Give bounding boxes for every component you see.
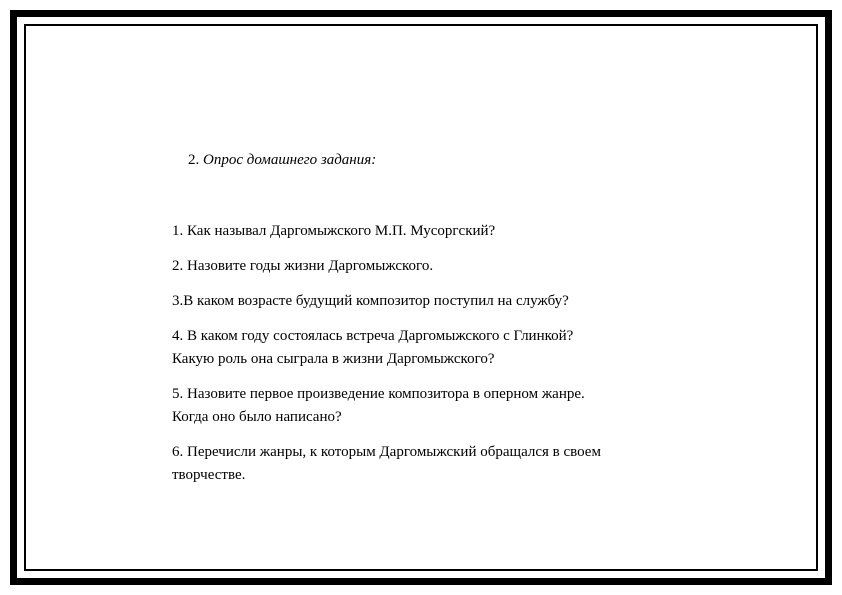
question-item xyxy=(172,290,732,313)
question-text: 1. Как называл Даргомыжского М.П. Мусоргский? xyxy=(172,223,496,239)
question-item xyxy=(172,255,732,278)
question-item xyxy=(172,441,732,487)
question-text-continued: Какую роль она сыграла в жизни Даргомыжского? xyxy=(172,351,495,367)
question-text-continued: творчестве. xyxy=(172,467,246,483)
question-list xyxy=(172,220,732,487)
question-item xyxy=(172,383,732,429)
question-text: 4. В каком году состоялась встреча Даргомыжского с Глинкой? xyxy=(172,328,574,344)
question-text: 2. Назовите годы жизни Даргомыжского. xyxy=(172,258,434,274)
question-text-continued: Когда оно было написано? xyxy=(172,409,342,425)
question-text: 6. Перечисли жанры, к которым Даргомыжский обращался в своем xyxy=(172,444,601,460)
question-item xyxy=(172,325,732,371)
question-text: 5. Назовите первое произведение композитора в оперном жанре. xyxy=(172,386,585,402)
question-text: 3.В каком возрасте будущий композитор поступил на службу? xyxy=(172,293,569,309)
section-title: Опрос домашнего задания: xyxy=(203,152,377,168)
question-item xyxy=(172,220,732,243)
section-heading xyxy=(188,150,376,170)
section-number: 2. xyxy=(188,152,200,168)
